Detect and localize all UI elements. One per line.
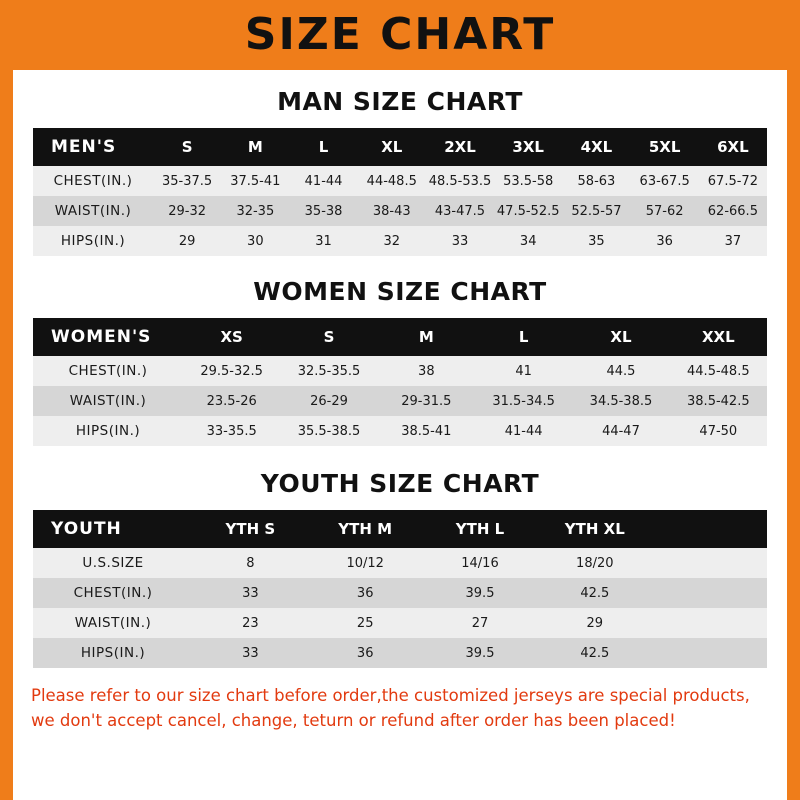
table-cell: 44.5 [572,356,669,386]
table-row [33,386,767,416]
women-table-body [33,356,767,446]
women-table-header [33,318,767,356]
youth-header-cell: YTH L [423,510,538,548]
women-header-cell: XS [183,318,280,356]
table-cell: 48.5-53.5 [426,166,494,196]
table-cell: 23 [193,608,308,638]
table-cell: 53.5-58 [494,166,562,196]
youth-table-body [33,548,767,668]
youth-header-cell: YTH XL [537,510,652,548]
youth-table-header [33,510,767,548]
table-cell: 32.5-35.5 [280,356,377,386]
table-cell: 29.5-32.5 [183,356,280,386]
youth-header-cell: YOUTH [33,510,193,548]
youth-chart-title: YOUTH SIZE CHART [260,469,540,498]
women-header-cell: M [378,318,475,356]
table-cell: 34 [494,226,562,256]
table-row [33,548,767,578]
row-label: CHEST(IN.) [33,356,183,386]
row-label: CHEST(IN.) [33,578,193,608]
row-label: HIPS(IN.) [33,226,153,256]
table-cell: 62-66.5 [699,196,767,226]
man-header-cell: 3XL [494,128,562,166]
table-cell: 31.5-34.5 [475,386,572,416]
table-cell: 38-43 [358,196,426,226]
youth-header-cell: YTH M [308,510,423,548]
table-cell-spacer [652,608,767,638]
row-label: HIPS(IN.) [33,416,183,446]
man-header-cell: S [153,128,221,166]
man-header-cell: L [289,128,357,166]
table-cell: 35-37.5 [153,166,221,196]
table-cell: 38.5-41 [378,416,475,446]
women-size-table [33,318,767,446]
table-cell: 26-29 [280,386,377,416]
man-header-cell: XL [358,128,426,166]
table-cell: 31 [289,226,357,256]
table-cell: 18/20 [537,548,652,578]
table-cell: 47.5-52.5 [494,196,562,226]
table-row [33,166,767,196]
table-cell: 34.5-38.5 [572,386,669,416]
table-row [33,608,767,638]
table-cell: 14/16 [423,548,538,578]
man-header-cell: 6XL [699,128,767,166]
table-cell: 41 [475,356,572,386]
table-cell: 58-63 [562,166,630,196]
page-title: SIZE CHART [244,9,556,60]
man-header-cell: 2XL [426,128,494,166]
table-cell: 41-44 [289,166,357,196]
women-size-section [13,277,787,446]
row-label: CHEST(IN.) [33,166,153,196]
table-cell: 10/12 [308,548,423,578]
footnote-line-1: Please refer to our size chart before order,the customized jerseys are special products, [31,686,750,705]
table-cell: 32-35 [221,196,289,226]
youth-size-section [13,469,787,668]
man-size-table [33,128,767,256]
table-cell: 43-47.5 [426,196,494,226]
man-table-body [33,166,767,256]
table-cell-spacer [652,638,767,668]
man-header-cell: 4XL [562,128,630,166]
table-cell: 39.5 [423,638,538,668]
table-header-row [33,128,767,166]
table-cell: 36 [308,638,423,668]
table-cell: 29-31.5 [378,386,475,416]
row-label: WAIST(IN.) [33,196,153,226]
footnote [13,668,787,734]
table-cell: 38.5-42.5 [670,386,767,416]
table-cell: 52.5-57 [562,196,630,226]
women-header-cell: WOMEN'S [33,318,183,356]
table-cell: 44-48.5 [358,166,426,196]
table-cell: 36 [308,578,423,608]
table-cell: 36 [631,226,699,256]
women-header-cell: XXL [670,318,767,356]
table-cell: 44.5-48.5 [670,356,767,386]
table-cell: 33 [426,226,494,256]
table-cell: 35.5-38.5 [280,416,377,446]
table-cell: 27 [423,608,538,638]
women-header-cell: XL [572,318,669,356]
table-cell: 63-67.5 [631,166,699,196]
women-chart-title: WOMEN SIZE CHART [253,277,547,306]
banner [0,0,800,70]
table-cell-spacer [652,578,767,608]
women-header-cell: S [280,318,377,356]
table-cell: 37.5-41 [221,166,289,196]
row-label: U.S.SIZE [33,548,193,578]
table-header-row [33,510,767,548]
table-row [33,196,767,226]
table-cell: 37 [699,226,767,256]
footnote-line-2: we don't accept cancel, change, teturn or refund after order has been placed! [31,710,676,730]
table-cell: 42.5 [537,638,652,668]
table-cell: 23.5-26 [183,386,280,416]
table-cell: 41-44 [475,416,572,446]
table-cell: 8 [193,548,308,578]
table-cell: 29-32 [153,196,221,226]
table-cell: 38 [378,356,475,386]
table-cell: 35 [562,226,630,256]
youth-size-table [33,510,767,668]
table-cell: 25 [308,608,423,638]
table-cell-spacer [652,548,767,578]
row-label: HIPS(IN.) [33,638,193,668]
table-row [33,638,767,668]
man-size-section [13,87,787,256]
women-header-cell: L [475,318,572,356]
man-header-cell: 5XL [631,128,699,166]
table-cell: 47-50 [670,416,767,446]
table-cell: 39.5 [423,578,538,608]
table-header-row [33,318,767,356]
table-cell: 29 [537,608,652,638]
table-cell: 30 [221,226,289,256]
row-label: WAIST(IN.) [33,386,183,416]
table-cell: 29 [153,226,221,256]
table-row [33,416,767,446]
table-cell: 35-38 [289,196,357,226]
table-cell: 32 [358,226,426,256]
table-cell: 57-62 [631,196,699,226]
youth-header-spacer [652,510,767,548]
table-cell: 67.5-72 [699,166,767,196]
table-cell: 33 [193,578,308,608]
man-header-cell: MEN'S [33,128,153,166]
table-row [33,356,767,386]
man-header-cell: M [221,128,289,166]
table-cell: 33 [193,638,308,668]
table-cell: 44-47 [572,416,669,446]
youth-header-cell: YTH S [193,510,308,548]
table-row [33,226,767,256]
man-chart-title: MAN SIZE CHART [277,87,523,116]
row-label: WAIST(IN.) [33,608,193,638]
table-cell: 42.5 [537,578,652,608]
table-row [33,578,767,608]
man-table-header [33,128,767,166]
table-cell: 33-35.5 [183,416,280,446]
